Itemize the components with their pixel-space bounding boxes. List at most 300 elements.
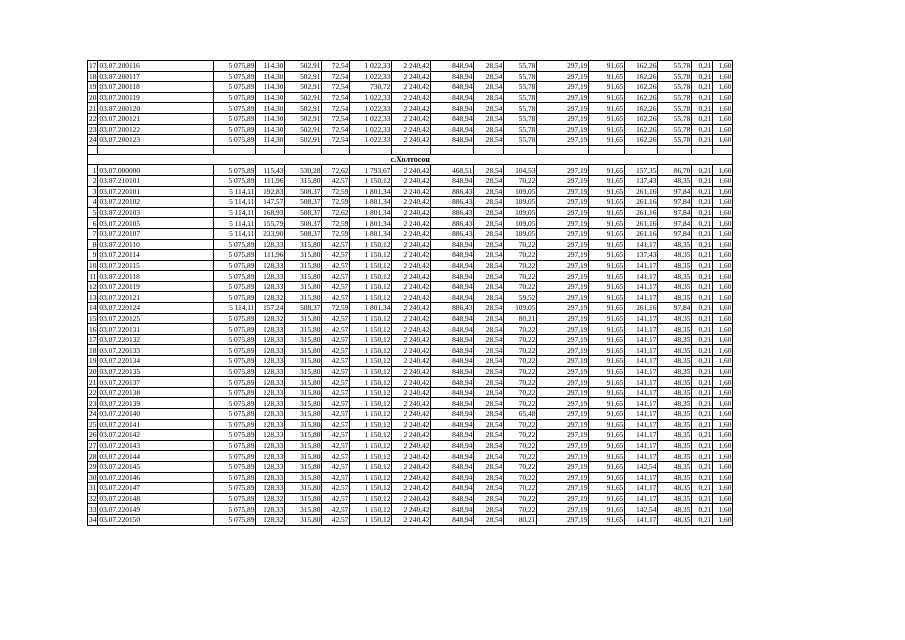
table-row bbox=[88, 313, 733, 324]
value-cell: 1,60 bbox=[713, 92, 733, 103]
value-cell: 42,57 bbox=[322, 419, 350, 430]
code-cell: 03.07.220131 bbox=[98, 324, 214, 335]
value-cell: 28,54 bbox=[474, 82, 504, 93]
value-cell: 48,35 bbox=[658, 239, 692, 250]
value-cell: 2 240,42 bbox=[392, 281, 431, 292]
value-cell: 55,78 bbox=[658, 82, 692, 93]
value-cell: 91,65 bbox=[589, 345, 625, 356]
value-cell: 5 075,89 bbox=[214, 334, 256, 345]
value-cell: 28,54 bbox=[474, 451, 504, 462]
value-cell: 128,33 bbox=[256, 398, 285, 409]
value-cell: 28,54 bbox=[474, 398, 504, 409]
value-cell: 141,17 bbox=[625, 440, 658, 451]
value-cell: 28,54 bbox=[474, 409, 504, 420]
value-cell: 1 801,34 bbox=[350, 186, 392, 197]
table-group-a bbox=[88, 61, 733, 146]
value-cell: 141,17 bbox=[625, 387, 658, 398]
value-cell: 1,60 bbox=[713, 377, 733, 388]
value-cell: 162,26 bbox=[625, 124, 658, 135]
value-cell: 297,19 bbox=[537, 271, 589, 282]
value-cell: 5 075,89 bbox=[214, 135, 256, 146]
value-cell: 5 114,11 bbox=[214, 303, 256, 314]
value-cell: 28,54 bbox=[474, 135, 504, 146]
value-cell: 28,54 bbox=[474, 271, 504, 282]
value-cell: 128,33 bbox=[256, 419, 285, 430]
value-cell: 297,19 bbox=[537, 175, 589, 186]
value-cell: 502,91 bbox=[285, 71, 322, 82]
value-cell: 28,54 bbox=[474, 324, 504, 335]
value-cell: 5 075,89 bbox=[214, 398, 256, 409]
code-cell: 03.07.220105 bbox=[98, 218, 214, 229]
value-cell: 1,60 bbox=[713, 175, 733, 186]
value-cell: 297,19 bbox=[537, 451, 589, 462]
value-cell: 128,33 bbox=[256, 271, 285, 282]
section-title: с.Холтосон bbox=[88, 154, 733, 165]
value-cell: 128,33 bbox=[256, 409, 285, 420]
value-cell: 48,35 bbox=[658, 324, 692, 335]
value-cell: 1,60 bbox=[713, 409, 733, 420]
value-cell: 848,94 bbox=[431, 514, 474, 525]
value-cell: 315,80 bbox=[285, 366, 322, 377]
value-cell: 42,57 bbox=[322, 409, 350, 420]
value-cell: 502,91 bbox=[285, 61, 322, 72]
value-cell: 848,94 bbox=[431, 61, 474, 72]
value-cell: 315,80 bbox=[285, 313, 322, 324]
value-cell: 128,33 bbox=[256, 366, 285, 377]
value-cell: 5 075,89 bbox=[214, 440, 256, 451]
value-cell: 1 150,12 bbox=[350, 483, 392, 494]
value-cell: 297,19 bbox=[537, 493, 589, 504]
value-cell: 1,60 bbox=[713, 82, 733, 93]
value-cell: 28,54 bbox=[474, 461, 504, 472]
value-cell: 91,65 bbox=[589, 387, 625, 398]
row-number-cell: 33 bbox=[89, 504, 97, 514]
value-cell: 91,65 bbox=[589, 419, 625, 430]
row-number-cell: 29 bbox=[89, 462, 97, 472]
value-cell: 297,19 bbox=[537, 483, 589, 494]
value-cell: 72,59 bbox=[322, 197, 350, 208]
value-cell: 0,21 bbox=[692, 250, 713, 261]
table-row bbox=[88, 175, 733, 186]
value-cell: 109,05 bbox=[504, 303, 537, 314]
value-cell: 502,91 bbox=[285, 135, 322, 146]
value-cell: 2 240,42 bbox=[392, 82, 431, 93]
value-cell: 141,17 bbox=[625, 409, 658, 420]
code-cell: 03.07.200118 bbox=[98, 82, 214, 93]
value-cell: 28,54 bbox=[474, 197, 504, 208]
value-cell: 0,21 bbox=[692, 419, 713, 430]
value-cell: 72,59 bbox=[322, 186, 350, 197]
value-cell: 91,65 bbox=[589, 82, 625, 93]
value-cell: 70,22 bbox=[504, 398, 537, 409]
value-cell: 1,60 bbox=[713, 186, 733, 197]
value-cell: 261,16 bbox=[625, 303, 658, 314]
value-cell: 162,26 bbox=[625, 135, 658, 146]
value-cell: 141,17 bbox=[625, 271, 658, 282]
value-cell: 80,21 bbox=[504, 514, 537, 525]
value-cell: 28,54 bbox=[474, 113, 504, 124]
value-cell: 5 075,89 bbox=[214, 292, 256, 303]
value-cell: 48,35 bbox=[658, 175, 692, 186]
value-cell: 0,21 bbox=[692, 440, 713, 451]
table-row bbox=[88, 409, 733, 420]
table-row bbox=[88, 461, 733, 472]
value-cell: 2 240,42 bbox=[392, 135, 431, 146]
code-cell: 03.07.220107 bbox=[98, 228, 214, 239]
value-cell: 28,54 bbox=[474, 366, 504, 377]
value-cell: 48,35 bbox=[658, 292, 692, 303]
value-cell: 2 240,42 bbox=[392, 504, 431, 515]
value-cell: 848,94 bbox=[431, 260, 474, 271]
value-cell: 28,54 bbox=[474, 124, 504, 135]
value-cell: 141,17 bbox=[625, 292, 658, 303]
code-cell: 03.07.200123 bbox=[98, 135, 214, 146]
value-cell: 297,19 bbox=[537, 461, 589, 472]
value-cell: 55,78 bbox=[504, 61, 537, 72]
value-cell: 297,19 bbox=[537, 430, 589, 441]
value-cell: 28,54 bbox=[474, 430, 504, 441]
value-cell: 2 240,42 bbox=[392, 409, 431, 420]
value-cell: 848,94 bbox=[431, 239, 474, 250]
value-cell: 1 150,12 bbox=[350, 271, 392, 282]
value-cell: 315,80 bbox=[285, 281, 322, 292]
row-number-cell: 18 bbox=[89, 71, 97, 81]
row-number-cell: 30 bbox=[89, 472, 97, 482]
value-cell: 848,94 bbox=[431, 113, 474, 124]
value-cell: 5 075,89 bbox=[214, 409, 256, 420]
value-cell: 1 150,12 bbox=[350, 281, 392, 292]
value-cell: 848,94 bbox=[431, 135, 474, 146]
value-cell: 2 240,42 bbox=[392, 440, 431, 451]
value-cell: 91,65 bbox=[589, 334, 625, 345]
value-cell: 70,22 bbox=[504, 250, 537, 261]
value-cell: 848,94 bbox=[431, 92, 474, 103]
value-cell: 0,21 bbox=[692, 82, 713, 93]
value-cell: 315,80 bbox=[285, 440, 322, 451]
value-cell: 70,22 bbox=[504, 260, 537, 271]
value-cell: 91,65 bbox=[589, 260, 625, 271]
code-cell: 03.07.220134 bbox=[98, 356, 214, 367]
value-cell: 5 075,89 bbox=[214, 250, 256, 261]
value-cell: 2 240,42 bbox=[392, 228, 431, 239]
value-cell: 297,19 bbox=[537, 103, 589, 114]
value-cell: 5 075,89 bbox=[214, 514, 256, 525]
value-cell: 2 240,42 bbox=[392, 461, 431, 472]
value-cell: 2 240,42 bbox=[392, 514, 431, 525]
value-cell: 848,94 bbox=[431, 103, 474, 114]
row-number-cell: 3 bbox=[88, 186, 98, 197]
value-cell: 848,94 bbox=[431, 71, 474, 82]
value-cell: 0,21 bbox=[692, 430, 713, 441]
value-cell: 48,35 bbox=[658, 250, 692, 261]
value-cell: 5 075,89 bbox=[214, 271, 256, 282]
value-cell: 28,54 bbox=[474, 334, 504, 345]
value-cell: 848,94 bbox=[431, 472, 474, 483]
row-number-cell: 22 bbox=[89, 388, 97, 398]
table-row bbox=[88, 113, 733, 124]
value-cell: 1 150,12 bbox=[350, 472, 392, 483]
value-cell: 297,19 bbox=[537, 313, 589, 324]
value-cell: 1,60 bbox=[713, 228, 733, 239]
value-cell: 2 240,42 bbox=[392, 387, 431, 398]
value-cell: 2 240,42 bbox=[392, 313, 431, 324]
table-row bbox=[88, 165, 733, 176]
value-cell: 315,80 bbox=[285, 504, 322, 515]
value-cell: 55,78 bbox=[504, 103, 537, 114]
value-cell: 315,80 bbox=[285, 345, 322, 356]
table-row bbox=[88, 82, 733, 93]
value-cell: 1,60 bbox=[713, 113, 733, 124]
row-number-cell: 19 bbox=[89, 82, 97, 92]
value-cell: 5 075,89 bbox=[214, 165, 256, 176]
value-cell: 5 075,89 bbox=[214, 461, 256, 472]
value-cell: 28,54 bbox=[474, 514, 504, 525]
row-number-cell: 11 bbox=[89, 271, 97, 281]
value-cell: 70,22 bbox=[504, 419, 537, 430]
value-cell: 297,19 bbox=[537, 324, 589, 335]
value-cell: 5 075,89 bbox=[214, 239, 256, 250]
value-cell: 2 240,42 bbox=[392, 334, 431, 345]
value-cell: 1,60 bbox=[713, 292, 733, 303]
value-cell: 297,19 bbox=[537, 504, 589, 515]
value-cell: 0,21 bbox=[692, 186, 713, 197]
row-number-cell: 21 bbox=[89, 377, 97, 387]
value-cell: 28,54 bbox=[474, 440, 504, 451]
table-row bbox=[88, 228, 733, 239]
value-cell: 2 240,42 bbox=[392, 113, 431, 124]
value-cell: 1,60 bbox=[713, 281, 733, 292]
table-row bbox=[88, 103, 733, 114]
value-cell: 128,32 bbox=[256, 493, 285, 504]
value-cell: 91,65 bbox=[589, 218, 625, 229]
value-cell: 5 114,11 bbox=[214, 197, 256, 208]
value-cell: 70,22 bbox=[504, 281, 537, 292]
value-cell: 141,17 bbox=[625, 260, 658, 271]
value-cell: 2 240,42 bbox=[392, 165, 431, 176]
table-row bbox=[88, 366, 733, 377]
value-cell: 111,96 bbox=[256, 250, 285, 261]
value-cell: 5 075,89 bbox=[214, 472, 256, 483]
table-row bbox=[88, 207, 733, 218]
value-cell: 141,17 bbox=[625, 398, 658, 409]
value-cell: 848,94 bbox=[431, 504, 474, 515]
value-cell: 70,22 bbox=[504, 440, 537, 451]
value-cell: 72,59 bbox=[322, 218, 350, 229]
value-cell: 48,35 bbox=[658, 334, 692, 345]
value-cell: 141,17 bbox=[625, 483, 658, 494]
value-cell: 1 793,67 bbox=[350, 165, 392, 176]
value-cell: 2 240,42 bbox=[392, 186, 431, 197]
table-row bbox=[88, 303, 733, 314]
value-cell: 70,22 bbox=[504, 483, 537, 494]
value-cell: 48,35 bbox=[658, 387, 692, 398]
value-cell: 48,35 bbox=[658, 281, 692, 292]
value-cell: 42,57 bbox=[322, 472, 350, 483]
value-cell: 86,70 bbox=[658, 165, 692, 176]
value-cell: 848,94 bbox=[431, 440, 474, 451]
value-cell: 2 240,42 bbox=[392, 218, 431, 229]
separator-cell bbox=[88, 145, 98, 154]
value-cell: 0,21 bbox=[692, 135, 713, 146]
value-cell: 261,16 bbox=[625, 197, 658, 208]
value-cell: 91,65 bbox=[589, 377, 625, 388]
value-cell: 141,17 bbox=[625, 366, 658, 377]
value-cell: 70,22 bbox=[504, 334, 537, 345]
value-cell: 0,21 bbox=[692, 292, 713, 303]
row-number-cell: 18 bbox=[89, 345, 97, 355]
table-row bbox=[88, 451, 733, 462]
value-cell: 48,35 bbox=[658, 419, 692, 430]
value-cell: 0,21 bbox=[692, 103, 713, 114]
value-cell: 128,33 bbox=[256, 377, 285, 388]
row-number-cell: 15 bbox=[89, 313, 97, 323]
value-cell: 315,80 bbox=[285, 409, 322, 420]
value-cell: 72,59 bbox=[322, 228, 350, 239]
value-cell: 315,80 bbox=[285, 493, 322, 504]
value-cell: 128,32 bbox=[256, 514, 285, 525]
value-cell: 1 150,12 bbox=[350, 324, 392, 335]
value-cell: 315,80 bbox=[285, 514, 322, 525]
value-cell: 0,21 bbox=[692, 387, 713, 398]
value-cell: 109,05 bbox=[504, 197, 537, 208]
value-cell: 848,94 bbox=[431, 82, 474, 93]
row-number-cell: 31 bbox=[89, 483, 97, 493]
code-cell: 03.07.220150 bbox=[98, 514, 214, 525]
value-cell: 1 150,12 bbox=[350, 377, 392, 388]
value-cell: 1 150,12 bbox=[350, 239, 392, 250]
value-cell: 0,21 bbox=[692, 124, 713, 135]
value-cell: 848,94 bbox=[431, 356, 474, 367]
value-cell: 1 801,34 bbox=[350, 207, 392, 218]
value-cell: 5 075,89 bbox=[214, 356, 256, 367]
value-cell: 48,35 bbox=[658, 398, 692, 409]
value-cell: 1,60 bbox=[713, 514, 733, 525]
value-cell: 72,54 bbox=[322, 135, 350, 146]
value-cell: 141,17 bbox=[625, 451, 658, 462]
value-cell: 0,21 bbox=[692, 504, 713, 515]
value-cell: 297,19 bbox=[537, 228, 589, 239]
value-cell: 28,54 bbox=[474, 207, 504, 218]
table-row bbox=[88, 345, 733, 356]
value-cell: 297,19 bbox=[537, 292, 589, 303]
code-cell: 03.07.220132 bbox=[98, 334, 214, 345]
value-cell: 508,37 bbox=[285, 197, 322, 208]
value-cell: 128,33 bbox=[256, 239, 285, 250]
value-cell: 1,60 bbox=[713, 334, 733, 345]
value-cell: 848,94 bbox=[431, 398, 474, 409]
row-number-cell: 28 bbox=[89, 451, 97, 461]
row-number-cell: 21 bbox=[89, 103, 97, 113]
code-cell: 03.07.220138 bbox=[98, 387, 214, 398]
value-cell: 0,21 bbox=[692, 281, 713, 292]
value-cell: 848,94 bbox=[431, 334, 474, 345]
value-cell: 1,60 bbox=[713, 135, 733, 146]
value-cell: 128,33 bbox=[256, 356, 285, 367]
value-cell: 233,90 bbox=[256, 228, 285, 239]
value-cell: 97,84 bbox=[658, 197, 692, 208]
value-cell: 315,80 bbox=[285, 377, 322, 388]
value-cell: 1,60 bbox=[713, 61, 733, 72]
value-cell: 1 150,12 bbox=[350, 504, 392, 515]
value-cell: 109,05 bbox=[504, 186, 537, 197]
value-cell: 70,22 bbox=[504, 175, 537, 186]
code-cell: 03.07.220137 bbox=[98, 377, 214, 388]
code-cell: 03.07.220149 bbox=[98, 504, 214, 515]
value-cell: 848,94 bbox=[431, 250, 474, 261]
value-cell: 91,65 bbox=[589, 430, 625, 441]
value-cell: 848,94 bbox=[431, 324, 474, 335]
value-cell: 1,60 bbox=[713, 366, 733, 377]
value-cell: 91,65 bbox=[589, 356, 625, 367]
value-cell: 261,16 bbox=[625, 186, 658, 197]
row-number-cell: 4 bbox=[88, 197, 98, 208]
value-cell: 5 075,89 bbox=[214, 493, 256, 504]
value-cell: 0,21 bbox=[692, 334, 713, 345]
value-cell: 0,21 bbox=[692, 61, 713, 72]
table-row bbox=[88, 197, 733, 208]
value-cell: 297,19 bbox=[537, 366, 589, 377]
value-cell: 5 075,89 bbox=[214, 61, 256, 72]
value-cell: 55,78 bbox=[658, 135, 692, 146]
value-cell: 128,33 bbox=[256, 324, 285, 335]
code-cell: 03.07.220139 bbox=[98, 398, 214, 409]
value-cell: 2 240,42 bbox=[392, 103, 431, 114]
value-cell: 5 075,89 bbox=[214, 451, 256, 462]
code-cell: 03.07.220147 bbox=[98, 483, 214, 494]
value-cell: 42,57 bbox=[322, 430, 350, 441]
table-row bbox=[88, 493, 733, 504]
value-cell: 315,80 bbox=[285, 324, 322, 335]
value-cell: 2 240,42 bbox=[392, 356, 431, 367]
value-cell: 28,54 bbox=[474, 493, 504, 504]
value-cell: 55,78 bbox=[504, 124, 537, 135]
value-cell: 5 075,89 bbox=[214, 483, 256, 494]
value-cell: 508,37 bbox=[285, 186, 322, 197]
value-cell: 1 150,12 bbox=[350, 398, 392, 409]
value-cell: 848,94 bbox=[431, 409, 474, 420]
table-row bbox=[88, 135, 733, 146]
value-cell: 1,60 bbox=[713, 398, 733, 409]
value-cell: 72,54 bbox=[322, 124, 350, 135]
value-cell: 1,60 bbox=[713, 250, 733, 261]
value-cell: 1 150,12 bbox=[350, 175, 392, 186]
value-cell: 48,35 bbox=[658, 472, 692, 483]
value-cell: 70,22 bbox=[504, 345, 537, 356]
value-cell: 70,22 bbox=[504, 504, 537, 515]
value-cell: 55,78 bbox=[658, 113, 692, 124]
value-cell: 141,17 bbox=[625, 281, 658, 292]
value-cell: 91,65 bbox=[589, 135, 625, 146]
value-cell: 886,43 bbox=[431, 303, 474, 314]
code-cell: 03.07.220133 bbox=[98, 345, 214, 356]
value-cell: 70,22 bbox=[504, 387, 537, 398]
value-cell: 128,33 bbox=[256, 281, 285, 292]
row-number-cell: 5 bbox=[88, 207, 98, 218]
value-cell: 297,19 bbox=[537, 419, 589, 430]
value-cell: 162,26 bbox=[625, 82, 658, 93]
value-cell: 848,94 bbox=[431, 430, 474, 441]
value-cell: 0,21 bbox=[692, 324, 713, 335]
value-cell: 0,21 bbox=[692, 207, 713, 218]
value-cell: 42,57 bbox=[322, 366, 350, 377]
value-cell: 5 075,89 bbox=[214, 260, 256, 271]
value-cell: 55,78 bbox=[504, 135, 537, 146]
value-cell: 128,33 bbox=[256, 260, 285, 271]
table-row bbox=[88, 440, 733, 451]
value-cell: 70,22 bbox=[504, 472, 537, 483]
table-row bbox=[88, 334, 733, 345]
value-cell: 55,78 bbox=[658, 124, 692, 135]
